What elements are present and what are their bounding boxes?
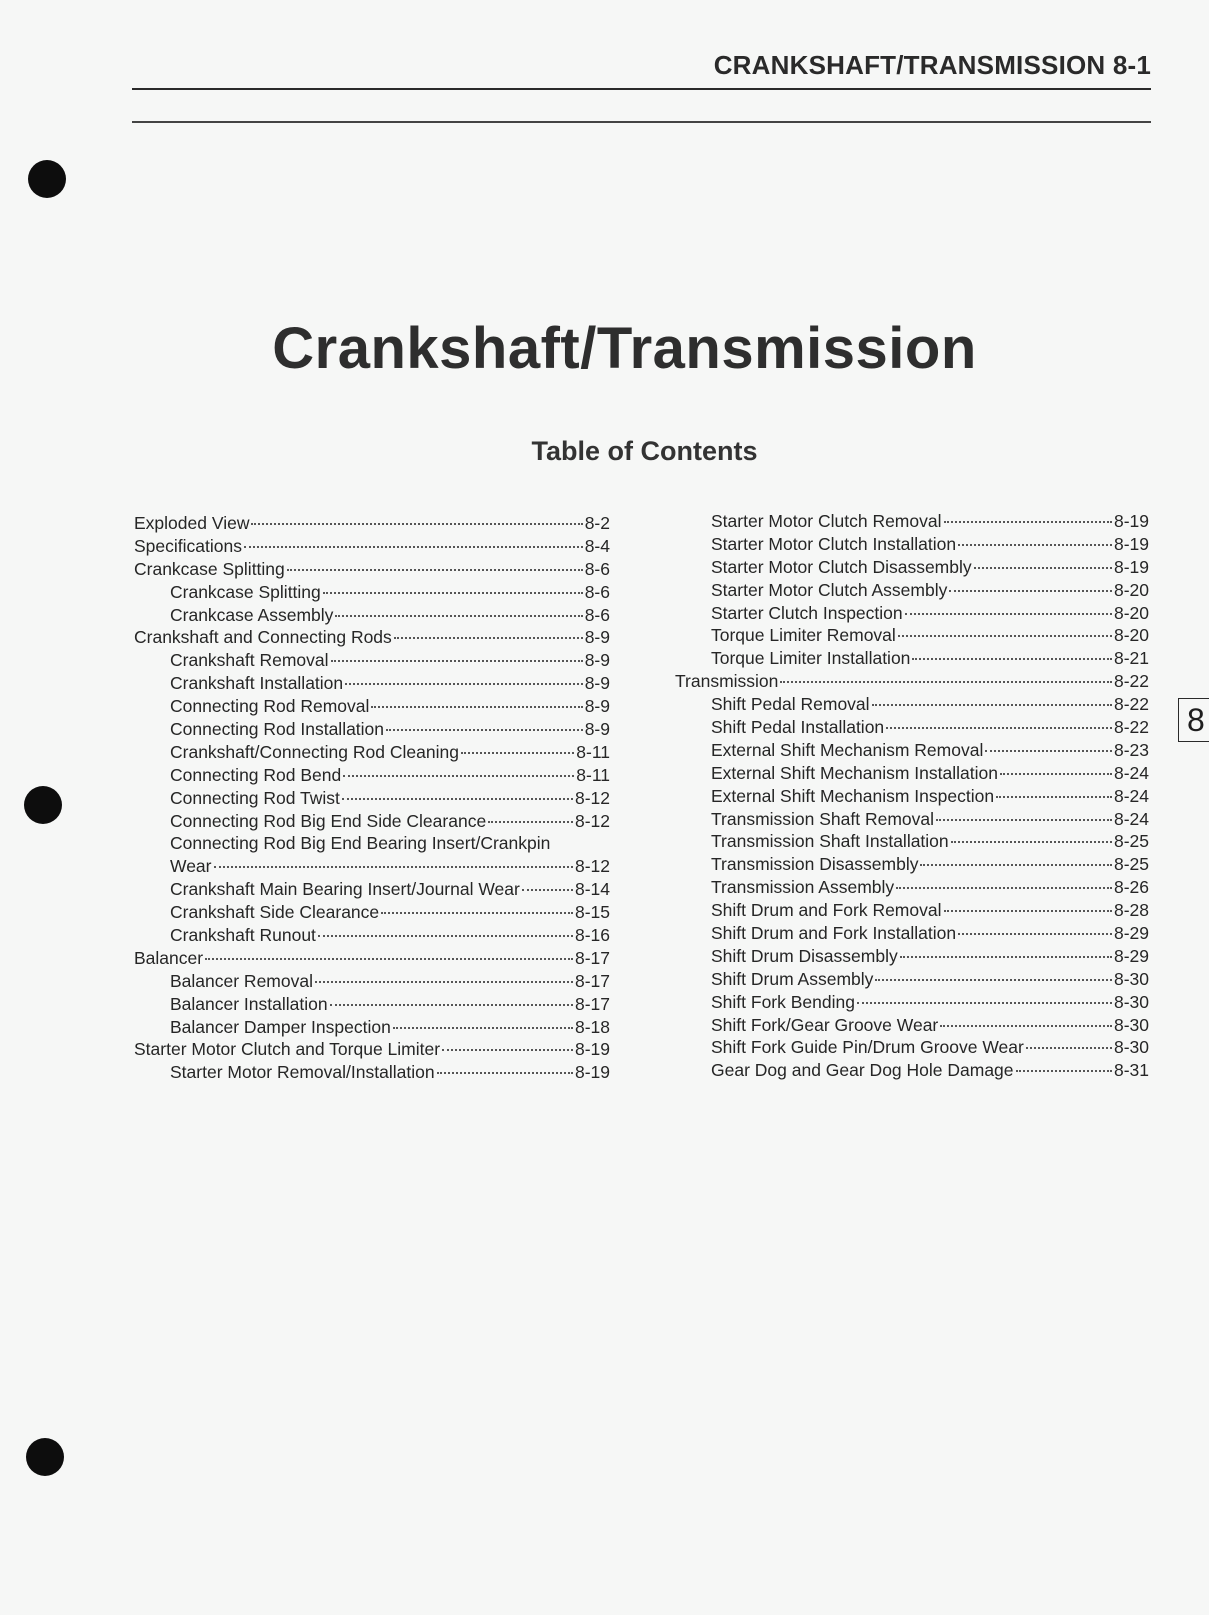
toc-entry-title: Transmission Shaft Removal [711, 808, 935, 829]
toc-entry-page: 8-23 [1113, 739, 1149, 760]
toc-entry[interactable] [134, 970, 610, 993]
toc-entry[interactable] [675, 624, 1149, 647]
toc-left-column [134, 512, 610, 1084]
toc-entry-title: Specifications [134, 535, 242, 556]
toc-entry-page: 8-30 [1113, 968, 1149, 989]
toc-entry[interactable] [134, 581, 610, 604]
toc-entry-title: Connecting Rod Big End Side Clearance [170, 810, 487, 831]
toc-leader-dots [331, 660, 583, 662]
toc-entry-title: Shift Fork Guide Pin/Drum Groove Wear [711, 1037, 1024, 1058]
toc-leader-dots [920, 864, 1112, 866]
toc-leader-dots [345, 683, 583, 685]
toc-entry-title: Exploded View [134, 513, 250, 533]
toc-entry-page: 8-17 [574, 947, 610, 968]
toc-leader-dots [944, 910, 1112, 912]
toc-leader-dots [936, 819, 1112, 821]
toc-entry-title: Crankshaft and Connecting Rods [134, 627, 392, 648]
toc-entry-title: Connecting Rod Twist [170, 787, 340, 808]
toc-entry-page: 8-19 [574, 1062, 610, 1083]
toc-entry-title: Crankshaft/Connecting Rod Cleaning [170, 741, 459, 762]
toc-leader-dots [371, 706, 582, 708]
toc-entry[interactable] [134, 604, 610, 627]
toc-entry-page: 8-24 [1113, 762, 1149, 783]
toc-entry-page: 8-9 [584, 650, 610, 671]
toc-entry-page: 8-19 [1113, 556, 1149, 577]
toc-entry-page: 8-24 [1113, 785, 1149, 806]
toc-entry-title: Crankcase Splitting [170, 581, 321, 602]
toc-entry[interactable] [134, 855, 610, 878]
toc-entry-page: 8-30 [1113, 1014, 1149, 1035]
toc-right-column [675, 510, 1149, 1082]
toc-leader-dots [330, 1004, 573, 1006]
toc-title: Table of Contents [531, 436, 758, 466]
toc-entry-page: 8-11 [576, 764, 610, 785]
toc-leader-dots [394, 637, 583, 639]
toc-leader-dots [974, 567, 1112, 569]
toc-leader-dots [386, 729, 583, 731]
toc-entry[interactable] [134, 626, 610, 649]
toc-entry-title: Shift Fork/Gear Groove Wear [711, 1014, 939, 1035]
toc-leader-dots [393, 1027, 573, 1029]
toc-entry-page: 8-28 [1113, 900, 1149, 921]
toc-leader-dots [461, 752, 574, 754]
toc-leader-dots [905, 613, 1112, 615]
toc-entry-page: 8-25 [1113, 831, 1149, 852]
toc-entry[interactable] [675, 899, 1149, 922]
toc-entry-page: 8-22 [1113, 694, 1149, 715]
toc-entry[interactable] [675, 556, 1149, 579]
toc-entry[interactable] [134, 810, 610, 833]
toc-entry-title: Torque Limiter Removal [711, 625, 896, 646]
toc-leader-dots [872, 704, 1112, 706]
toc-entry[interactable] [134, 1016, 610, 1039]
toc-entry-title: Starter Clutch Inspection [711, 602, 903, 623]
toc-entry-page: 8-12 [574, 787, 610, 808]
toc-entry-page: 8-24 [1113, 808, 1149, 829]
toc-entry[interactable] [675, 945, 1149, 968]
toc-leader-dots [343, 775, 574, 777]
toc-entry[interactable] [675, 579, 1149, 602]
toc-entry[interactable] [134, 901, 610, 924]
chapter-tab-marker: 8 [1178, 698, 1209, 742]
toc-entry-page: 8-20 [1113, 579, 1149, 600]
toc-entry[interactable] [134, 993, 610, 1016]
toc-entry-title: Transmission Disassembly [711, 854, 919, 875]
toc-entry-title: Starter Motor Clutch and Torque Limiter [134, 1039, 441, 1060]
toc-entry[interactable] [134, 878, 610, 901]
binder-hole-top [28, 160, 66, 198]
toc-entry[interactable] [675, 1036, 1149, 1059]
toc-entry[interactable] [134, 947, 610, 970]
running-header: CRANKSHAFT/TRANSMISSION 8-1 [713, 50, 1151, 80]
toc-entry[interactable] [675, 853, 1149, 876]
toc-leader-dots [251, 523, 582, 525]
toc-entry-title: External Shift Mechanism Inspection [711, 785, 995, 806]
toc-entry-page: 8-14 [574, 879, 610, 900]
toc-leader-dots [1016, 1070, 1112, 1072]
toc-entry-page: 8-6 [584, 558, 610, 579]
toc-entry-title: Connecting Rod Big End Bearing Insert/Crankpin [170, 833, 551, 854]
toc-entry-page: 8-30 [1113, 1037, 1149, 1058]
toc-entry[interactable] [675, 991, 1149, 1014]
toc-entry-title: Crankshaft Main Bearing Insert/Journal Wear [170, 879, 520, 900]
toc-leader-dots [214, 866, 573, 868]
toc-entry[interactable] [134, 787, 610, 810]
toc-entry[interactable] [134, 512, 610, 535]
toc-entry[interactable] [134, 718, 610, 741]
toc-leader-dots [898, 635, 1112, 637]
toc-entry[interactable] [134, 558, 610, 581]
toc-entry-title: Shift Pedal Removal [711, 694, 870, 715]
toc-leader-dots [522, 889, 573, 891]
toc-leader-dots [287, 569, 583, 571]
toc-entry[interactable] [675, 922, 1149, 945]
toc-entry[interactable] [134, 695, 610, 718]
toc-entry-page: 8-16 [574, 925, 610, 946]
toc-entry-page: 8-12 [574, 810, 610, 831]
toc-entry-page: 8-19 [1113, 511, 1149, 531]
toc-entry[interactable] [675, 510, 1149, 533]
toc-leader-dots [886, 727, 1112, 729]
toc-entry-page: 8-22 [1113, 717, 1149, 738]
toc-entry[interactable] [675, 968, 1149, 991]
toc-leader-dots [335, 615, 582, 617]
toc-leader-dots [488, 821, 573, 823]
toc-entry-page: 8-9 [584, 719, 610, 740]
toc-entry-title: Crankshaft Side Clearance [170, 902, 380, 923]
header-rule-top [132, 88, 1151, 90]
toc-entry[interactable] [675, 739, 1149, 762]
toc-entry[interactable] [675, 602, 1149, 625]
toc-entry-page: 8-29 [1113, 923, 1149, 944]
toc-leader-dots [985, 750, 1112, 752]
toc-entry-title: Starter Motor Clutch Removal [711, 511, 942, 531]
toc-entry-title: Balancer Removal [170, 970, 313, 991]
toc-entry-title: Shift Drum Disassembly [711, 945, 898, 966]
toc-entry-page: 8-29 [1113, 945, 1149, 966]
toc-entry-title: Shift Pedal Installation [711, 717, 885, 738]
toc-entry-page: 8-4 [584, 535, 610, 556]
toc-entry-page: 8-2 [584, 513, 610, 533]
toc-entry[interactable] [675, 876, 1149, 899]
toc-entry-title: Gear Dog and Gear Dog Hole Damage [711, 1060, 1014, 1081]
toc-entry-title: Shift Drum Assembly [711, 968, 874, 989]
toc-entry-page: 8-17 [574, 993, 610, 1014]
toc-entry-page: 8-18 [574, 1016, 610, 1037]
toc-entry-title: Crankshaft Runout [170, 925, 316, 946]
toc-leader-dots [381, 912, 573, 914]
toc-entry[interactable] [675, 1059, 1149, 1082]
toc-entry-page: 8-22 [1113, 671, 1149, 692]
toc-entry-page: 8-31 [1113, 1060, 1149, 1081]
toc-entry-page: 8-19 [1113, 533, 1149, 554]
toc-leader-dots [780, 681, 1112, 683]
toc-entry[interactable] [675, 762, 1149, 785]
toc-leader-dots [1026, 1047, 1112, 1049]
chapter-title: Crankshaft/Transmission [272, 316, 977, 381]
toc-entry-page: 8-15 [574, 902, 610, 923]
toc-entry-page: 8-26 [1113, 877, 1149, 898]
toc-entry-title: External Shift Mechanism Removal [711, 739, 984, 760]
toc-leader-dots [958, 933, 1112, 935]
toc-entry[interactable] [675, 808, 1149, 831]
toc-leader-dots [1000, 773, 1112, 775]
toc-entry[interactable] [675, 693, 1149, 716]
toc-entry-page: 8-25 [1113, 854, 1149, 875]
toc-entry-title: Connecting Rod Installation [170, 719, 385, 740]
toc-entry-title: Starter Motor Clutch Installation [711, 533, 957, 554]
toc-entry-title: External Shift Mechanism Installation [711, 762, 998, 783]
toc-entry-title: Balancer Damper Inspection [170, 1016, 391, 1037]
toc-entry-page: 8-20 [1113, 625, 1149, 646]
toc-entry[interactable] [675, 533, 1149, 556]
toc-entry[interactable] [675, 785, 1149, 808]
toc-entry-title: Shift Fork Bending [711, 991, 855, 1012]
toc-leader-dots [857, 1002, 1112, 1004]
toc-entry-title: Transmission [675, 671, 779, 692]
toc-leader-dots [996, 796, 1112, 798]
toc-entry-title: Crankshaft Installation [170, 673, 344, 694]
toc-entry-title: Wear [170, 856, 212, 877]
toc-entry-page: 8-9 [584, 696, 610, 717]
toc-entry[interactable] [134, 832, 610, 855]
toc-leader-dots [437, 1072, 573, 1074]
toc-entry[interactable] [134, 1061, 610, 1084]
toc-entry-page: 8-12 [574, 856, 610, 877]
toc-entry[interactable] [134, 741, 610, 764]
toc-leader-dots [912, 658, 1112, 660]
toc-leader-dots [442, 1049, 573, 1051]
toc-entry[interactable] [134, 924, 610, 947]
toc-entry-title: Crankcase Assembly [170, 604, 334, 625]
toc-leader-dots [940, 1025, 1112, 1027]
toc-entry-page: 8-9 [584, 673, 610, 694]
toc-entry[interactable] [675, 830, 1149, 853]
toc-entry[interactable] [134, 649, 610, 672]
toc-entry-page: 8-9 [584, 627, 610, 648]
toc-entry-page: 8-30 [1113, 991, 1149, 1012]
toc-entry-page: 8-19 [574, 1039, 610, 1060]
header-rule-bottom [132, 121, 1151, 123]
toc-leader-dots [949, 590, 1112, 592]
toc-entry-title: Connecting Rod Bend [170, 764, 342, 785]
toc-entry-page: 8-6 [584, 604, 610, 625]
toc-entry-title: Starter Motor Clutch Disassembly [711, 556, 972, 577]
toc-entry[interactable] [675, 647, 1149, 670]
toc-entry[interactable] [675, 716, 1149, 739]
toc-entry-page: 8-11 [576, 741, 610, 762]
toc-entry-title: Shift Drum and Fork Installation [711, 923, 957, 944]
toc-entry-title: Balancer Installation [170, 993, 328, 1014]
binder-hole-middle [24, 786, 62, 824]
toc-entry-page: 8-20 [1113, 602, 1149, 623]
toc-leader-dots [205, 958, 573, 960]
toc-entry-title: Crankshaft Removal [170, 650, 329, 671]
toc-entry[interactable] [675, 670, 1149, 693]
toc-entry-title: Starter Motor Clutch Assembly [711, 579, 948, 600]
toc-leader-dots [342, 798, 573, 800]
toc-entry-page: 8-21 [1113, 648, 1149, 669]
toc-leader-dots [315, 981, 573, 983]
toc-entry-title: Crankcase Splitting [134, 558, 285, 579]
toc-entry-title: Transmission Shaft Installation [711, 831, 949, 852]
toc-entry[interactable] [134, 672, 610, 695]
toc-leader-dots [896, 887, 1112, 889]
toc-leader-dots [323, 592, 583, 594]
toc-leader-dots [875, 979, 1112, 981]
toc-entry-title: Shift Drum and Fork Removal [711, 900, 942, 921]
toc-entry[interactable] [675, 1014, 1149, 1037]
toc-entry[interactable] [134, 535, 610, 558]
toc-entry[interactable] [134, 1038, 610, 1061]
toc-entry-title: Transmission Assembly [711, 877, 895, 898]
toc-entry-title: Starter Motor Removal/Installation [170, 1062, 435, 1083]
toc-leader-dots [951, 841, 1112, 843]
toc-entry-page: 8-6 [584, 581, 610, 602]
toc-entry[interactable] [134, 764, 610, 787]
toc-leader-dots [900, 956, 1112, 958]
binder-hole-bottom [26, 1438, 64, 1476]
toc-entry-page: 8-17 [574, 970, 610, 991]
toc-leader-dots [958, 544, 1112, 546]
toc-entry-title: Connecting Rod Removal [170, 696, 370, 717]
toc-entry-title: Torque Limiter Installation [711, 648, 911, 669]
toc-leader-dots [318, 935, 573, 937]
toc-leader-dots [944, 521, 1112, 523]
toc-entry-title: Balancer [134, 947, 204, 968]
toc-leader-dots [244, 546, 583, 548]
